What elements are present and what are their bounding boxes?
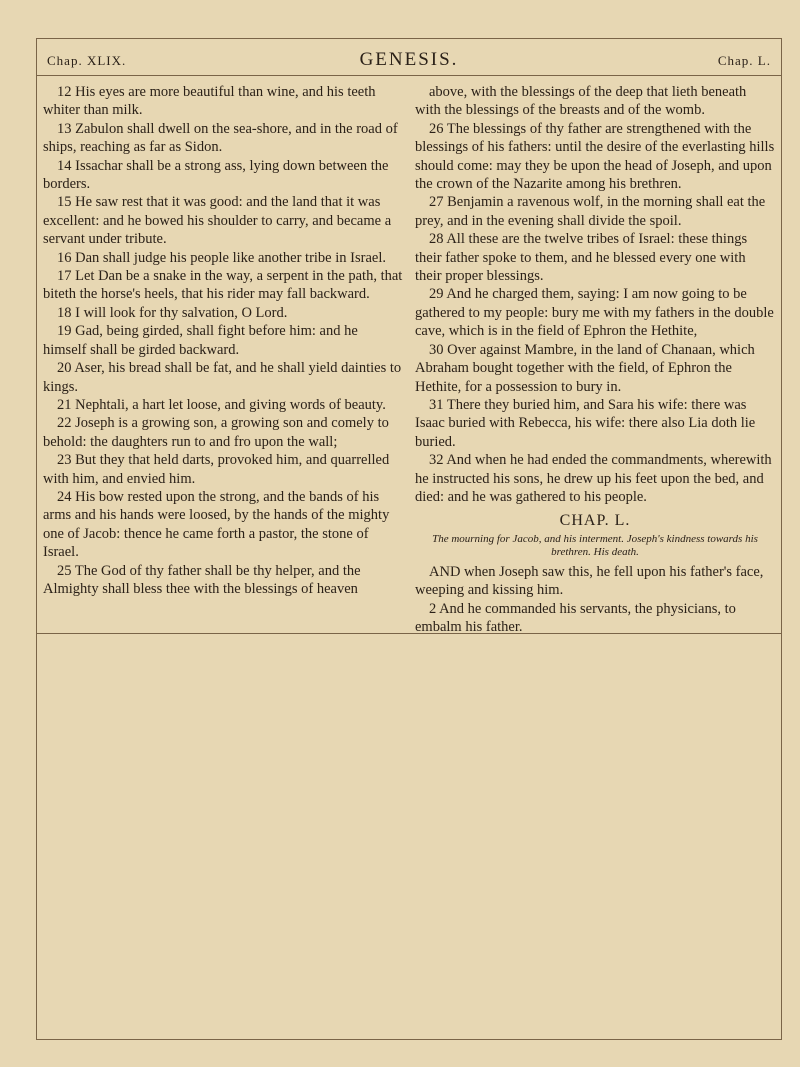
header-title: GENESIS. bbox=[359, 49, 459, 70]
verse-31: 31 There they buried him, and Sara his wife: there was Isaac buried with Rebecca, his wife: there also Lia doth lie buried. bbox=[415, 396, 756, 450]
header-right: Chap. L. bbox=[717, 53, 771, 68]
verse-22: 22 Joseph is a growing son, a growing son and comely to behold: the daughters run to and fro upon the wall; bbox=[43, 415, 389, 450]
chapter-heading: CHAP. L. bbox=[559, 512, 631, 530]
left-column bbox=[43, 83, 403, 598]
chapter-verse-2: 2 And he commanded his servants, the physicians, to embalm his father. bbox=[415, 600, 736, 635]
verse-15: 15 He saw rest that it was good: and the land that it was excellent: and he bowed his shoulder to carry, and became a servant under tribute. bbox=[43, 194, 392, 248]
verse-23: 23 But they that held darts, provoked him, and quarrelled with him, and envied him. bbox=[43, 452, 390, 487]
footnote-rule bbox=[37, 633, 781, 634]
verse-17: 17 Let Dan be a snake in the way, a serpent in the path, that biteth the horse's heels, that his rider may fall backward. bbox=[43, 268, 403, 303]
verse-16: 16 Dan shall judge his people like another tribe in Israel. bbox=[57, 249, 386, 266]
chapter-summary: The mourning for Jacob, and his interment. Joseph's kindness towards his brethren. His death. bbox=[432, 532, 758, 558]
verse-25-cont: above, with the blessings of the deep that lieth beneath with the blessings of the breasts and of the womb. bbox=[415, 84, 747, 119]
page-frame bbox=[36, 38, 782, 1040]
chapter-verse-1: AND when Joseph saw this, he fell upon his father's face, weeping and kissing him. bbox=[415, 563, 764, 599]
verse-30: 30 Over against Mambre, in the land of Chanaan, which Abraham bought together with the field, of Ephron the Hethite, for a possession to bury in. bbox=[415, 341, 755, 395]
verse-13: 13 Zabulon shall dwell on the sea-shore, and in the road of ships, reaching as far as Sidon. bbox=[43, 120, 398, 156]
verse-29: 29 And he charged them, saying: I am now going to be gathered to my people: bury me with my fathers in the double cave, which is in the field of Ephron the Hethite, bbox=[415, 286, 774, 340]
running-header bbox=[37, 39, 781, 76]
verse-26: 26 The blessings of thy father are strengthened with the blessings of his fathers: until the desire of the everlasting hills should come: may they be upon the head of Joseph, and upon the crown of the Nazarite among his brethren. bbox=[415, 120, 775, 193]
verse-28: 28 All these are the twelve tribes of Israel: these things their father spoke to them, and he blessed every one with their proper blessings. bbox=[415, 231, 748, 285]
verse-18: 18 I will look for thy salvation, O Lord. bbox=[57, 304, 288, 321]
verse-21: 21 Nephtali, a hart let loose, and giving words of beauty. bbox=[57, 396, 386, 413]
verse-27: 27 Benjamin a ravenous wolf, in the morning shall eat the prey, and in the evening shall divide the spoil. bbox=[415, 194, 766, 229]
verse-19: 19 Gad, being girded, shall fight before him: and he himself shall be girded backward. bbox=[43, 323, 358, 358]
verse-14: 14 Issachar shall be a strong ass, lying down between the borders. bbox=[43, 157, 389, 193]
verse-12: 12 His eyes are more beautiful than wine, and his teeth whiter than milk. bbox=[43, 84, 376, 119]
verse-25: 25 The God of thy father shall be thy helper, and the Almighty shall bless thee with the blessings of heaven bbox=[43, 562, 361, 597]
verse-32: 32 And when he had ended the commandments, wherewith he instructed his sons, he drew up his feet upon the bed, and died: and he was gathered to his people. bbox=[415, 452, 772, 505]
right-column bbox=[415, 83, 775, 636]
verse-20: 20 Aser, his bread shall be fat, and he shall yield dainties to kings. bbox=[43, 360, 402, 395]
verse-24: 24 His bow rested upon the strong, and the bands of his arms and his hands were loosed, by the hands of the mighty one of Jacob: thence he came forth a pastor, the stone of Israel. bbox=[43, 488, 390, 561]
header-left: Chap. XLIX. bbox=[47, 53, 127, 68]
